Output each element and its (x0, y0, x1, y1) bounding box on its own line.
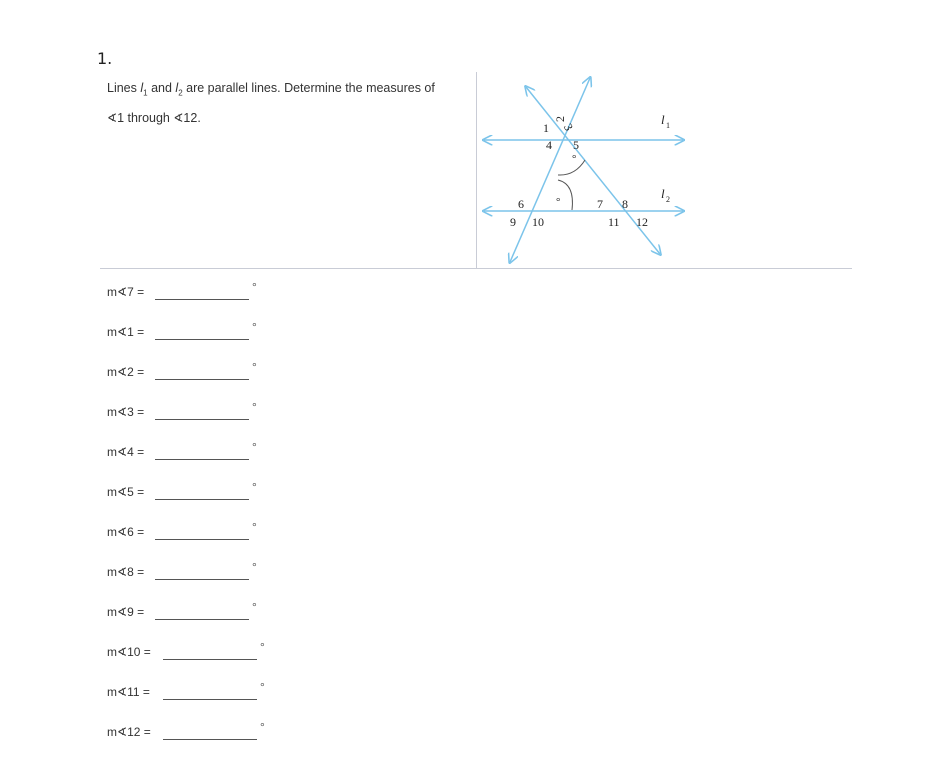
question-number: 1. (97, 49, 113, 68)
prompt-text-3: are parallel lines. Determine the measures of (182, 81, 435, 95)
equals-sign: = (139, 685, 150, 699)
degree-unit: ° (252, 280, 257, 294)
answer-label (107, 285, 144, 299)
degree-unit: ° (252, 520, 257, 534)
angle-label-10: 10 (532, 215, 544, 229)
degree-unit: ° (252, 480, 257, 494)
degree-unit: ° (252, 440, 257, 454)
line-label-l1: l (661, 112, 665, 127)
angle-label-9: 9 (510, 215, 516, 229)
degree-unit: ° (260, 640, 265, 654)
answer-input[interactable] (155, 539, 249, 540)
angle-prefix: m∢ (107, 285, 128, 299)
answer-input[interactable] (155, 299, 249, 300)
angle-prefix: m∢ (107, 525, 128, 539)
answer-label (107, 685, 150, 699)
answer-label (107, 365, 144, 379)
line-label-l1-sub: 1 (666, 121, 670, 130)
line-name-l1: l (140, 81, 144, 95)
angle-label-4: 4 (546, 138, 552, 152)
angle-number: 4 (127, 445, 134, 459)
answer-label (107, 405, 144, 419)
degree-unit: ° (260, 680, 265, 694)
answer-input[interactable] (163, 659, 257, 660)
angle-number: 2 (127, 365, 134, 379)
degree-unit: ° (252, 320, 257, 334)
answer-label (107, 605, 144, 619)
degree-mark-top: ° (572, 153, 577, 165)
degree-unit: ° (252, 360, 257, 374)
equals-sign: = (133, 605, 145, 619)
angle-label-7: 7 (597, 197, 603, 211)
range-through: through (124, 110, 174, 125)
equals-sign: = (133, 445, 145, 459)
transversal-1 (510, 78, 590, 262)
equals-sign: = (133, 525, 145, 539)
line-label-l2: l (661, 186, 665, 201)
equals-sign: = (133, 405, 145, 419)
degree-unit: ° (252, 560, 257, 574)
degree-mark-bottom: ° (556, 196, 561, 208)
answer-input[interactable] (163, 739, 257, 740)
answer-label (107, 325, 144, 339)
angle-label-11: 11 (608, 215, 620, 229)
angle-number: 8 (127, 565, 134, 579)
line-sub-2: 2 (178, 88, 183, 98)
line-sub-1: 1 (143, 88, 148, 98)
angle-label-12: 12 (636, 215, 648, 229)
answer-input[interactable] (163, 699, 257, 700)
angle-number: 9 (127, 605, 134, 619)
equals-sign: = (133, 285, 145, 299)
equals-sign: = (133, 325, 145, 339)
degree-unit: ° (260, 720, 265, 734)
equals-sign: = (133, 565, 145, 579)
question-prompt (107, 76, 472, 131)
angle-number: 7 (127, 285, 134, 299)
degree-unit: ° (252, 600, 257, 614)
prompt-text-1: Lines (107, 81, 141, 95)
answer-input[interactable] (155, 459, 249, 460)
angle-number: 5 (127, 485, 134, 499)
answer-input[interactable] (155, 419, 249, 420)
angle-prefix: m∢ (107, 605, 128, 619)
range-end: 12. (183, 110, 201, 125)
angle-prefix: m∢ (107, 565, 128, 579)
angle-label-6: 6 (518, 197, 524, 211)
angle-number: 3 (127, 405, 134, 419)
panel-divider-vertical (476, 72, 477, 269)
angle-label-5: 5 (573, 138, 579, 152)
equals-sign: = (140, 725, 151, 739)
angle-label-2: 2 (553, 116, 567, 122)
answer-label (107, 485, 144, 499)
angle-label-8: 8 (622, 197, 628, 211)
answer-input[interactable] (155, 379, 249, 380)
answer-input[interactable] (155, 339, 249, 340)
angle-prefix: m∢ (107, 445, 128, 459)
answer-label (107, 565, 144, 579)
section-divider (100, 268, 852, 269)
answer-input[interactable] (155, 499, 249, 500)
parallel-lines-diagram (480, 74, 690, 268)
answer-label (107, 725, 151, 739)
angle-symbol-icon: ∢ (107, 110, 118, 125)
degree-unit: ° (252, 400, 257, 414)
equals-sign: = (133, 485, 145, 499)
answer-input[interactable] (155, 619, 249, 620)
prompt-text-2: and (147, 81, 176, 95)
angle-prefix: m∢ (107, 365, 128, 379)
angle-number: 12 (127, 725, 141, 739)
angle-symbol-icon: ∢ (173, 110, 184, 125)
equals-sign: = (133, 365, 145, 379)
angle-prefix: m∢ (107, 685, 128, 699)
angle-label-3: 3 (560, 121, 577, 134)
answer-input[interactable] (155, 579, 249, 580)
angle-prefix: m∢ (107, 485, 128, 499)
line-label-l2-sub: 2 (666, 195, 670, 204)
line-name-l2: l (175, 81, 179, 95)
angle-number: 10 (127, 645, 141, 659)
answer-label (107, 645, 151, 659)
angle-prefix: m∢ (107, 325, 128, 339)
answer-label (107, 445, 144, 459)
angle-prefix: m∢ (107, 645, 128, 659)
range-start: 1 (117, 110, 125, 125)
angle-number: 1 (127, 325, 134, 339)
angle-number: 11 (127, 685, 140, 699)
angle-prefix: m∢ (107, 725, 128, 739)
angle-label-1: 1 (543, 121, 549, 135)
answer-label (107, 525, 144, 539)
equals-sign: = (140, 645, 151, 659)
angle-prefix: m∢ (107, 405, 128, 419)
angle-number: 6 (127, 525, 134, 539)
